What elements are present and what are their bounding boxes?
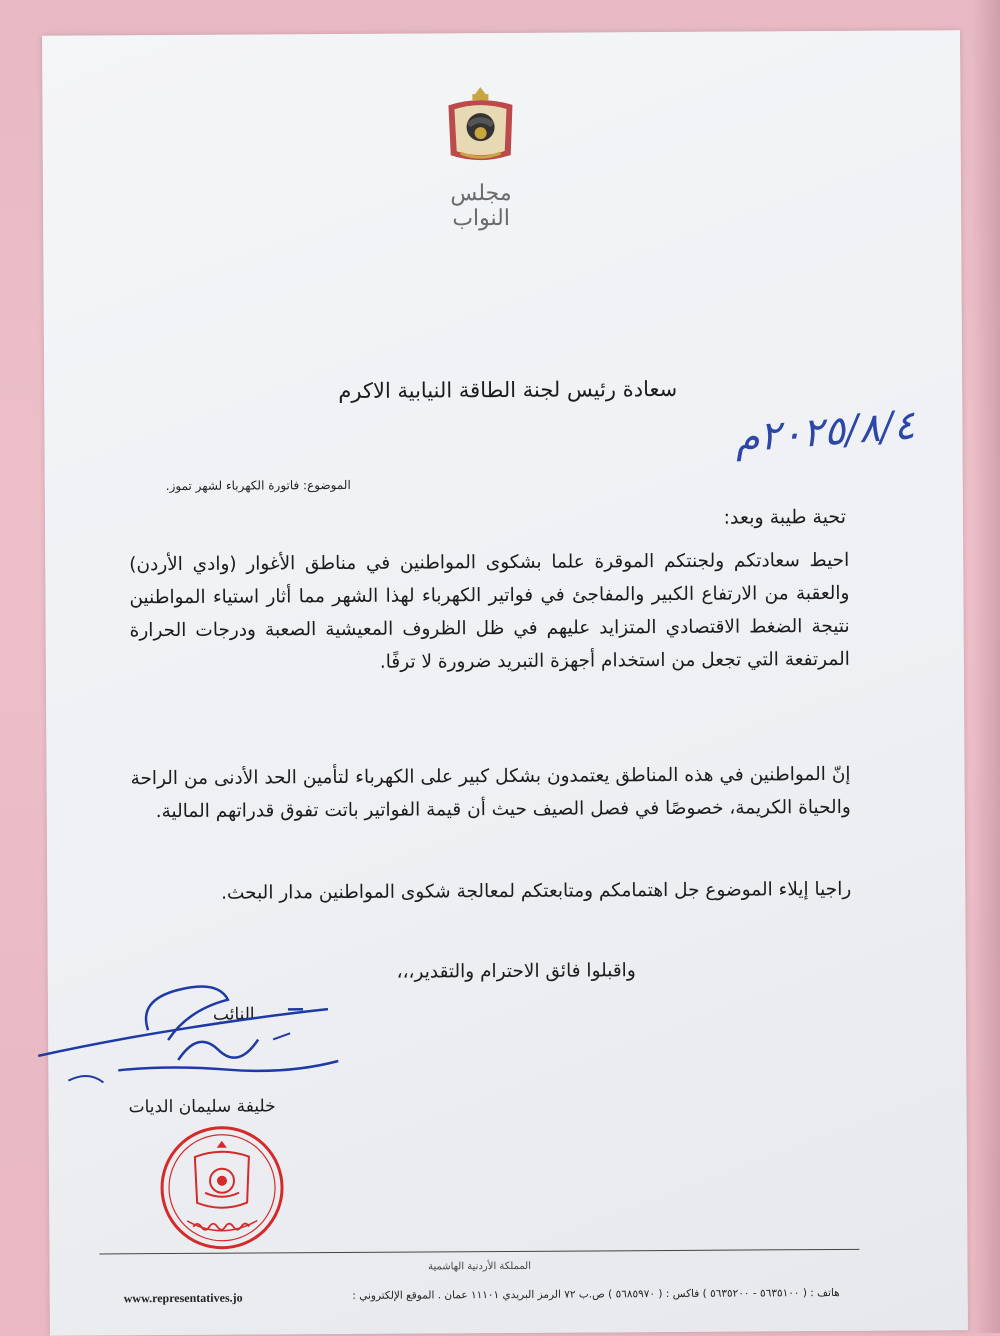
body-paragraph-2: إنّ المواطنين في هذه المناطق يعتمدون بشكل كبير على الكهرباء لتأمين الحد الأدنى من الراحة والحياة الكريمة، خصوصًا في فصل الصيف حيث أن قيمة الفواتير باتت تفوق قدراتهم المالية. (130, 763, 851, 823)
council-name: مجلس النواب (450, 180, 512, 232)
parliament-stamp (157, 1122, 288, 1257)
footer-kingdom: المملكة الأردنية الهاشمية (428, 1260, 532, 1273)
signatory-title: النائب (212, 1004, 255, 1025)
body-paragraph-1: احيط سعادتكم ولجنتكم الموقرة علما بشكوى المواطنين في مناطق الأغوار (وادي الأردن) والعقبة من الارتفاع الكبير والمفاجئ في فواتير الكهرباء لهذا الشهر مما أثار استياء المواطنين نتيجة الضغط الاقتصادي المتزايد عليهم في ظل الظروف المعيشية الصعبة ودرجات الحرارة المرتفعة التي تجعل من استخدام أجهزة التبريد ضرورة لا ترفًا. (129, 549, 850, 673)
body-paragraph-3: راجيا إيلاء الموضوع جل اهتمامكم ومتابعتكم لمعالجة شكوى المواطنين مدار البحث. (221, 878, 852, 904)
signature-mark (28, 969, 349, 1105)
closing-line: واقبلوا فائق الاحترام والتقدير،،، (396, 960, 636, 983)
footer-contact: هاتف : ( ٥٦٣٥١٠٠ - ٥٦٣٥٢٠٠ ) فاكس : ( ٥٦٨٥٩٧٠ ) ص.ب ٧٢ الرمز البريدي ١١١٠١ عمان . الموقع الإلكتروني : (352, 1286, 840, 1302)
footer-website: www.representatives.jo (123, 1290, 243, 1306)
addressee: سعادة رئيس لجنة الطاقة النيابية الاكرم (338, 376, 678, 403)
handwritten-date: ٢٠٢٥/٨/٤م (732, 402, 917, 462)
letter-page (42, 30, 968, 1336)
subject-line: الموضوع: فاتورة الكهرباء لشهر تموز. (165, 477, 351, 494)
background-edge-shadow (972, 0, 1000, 1333)
signatory-name: خليفة سليمان الديات (128, 1096, 276, 1118)
jordan-coat-of-arms-icon (440, 83, 521, 167)
salutation: تحية طيبة وبعد: (723, 505, 847, 529)
